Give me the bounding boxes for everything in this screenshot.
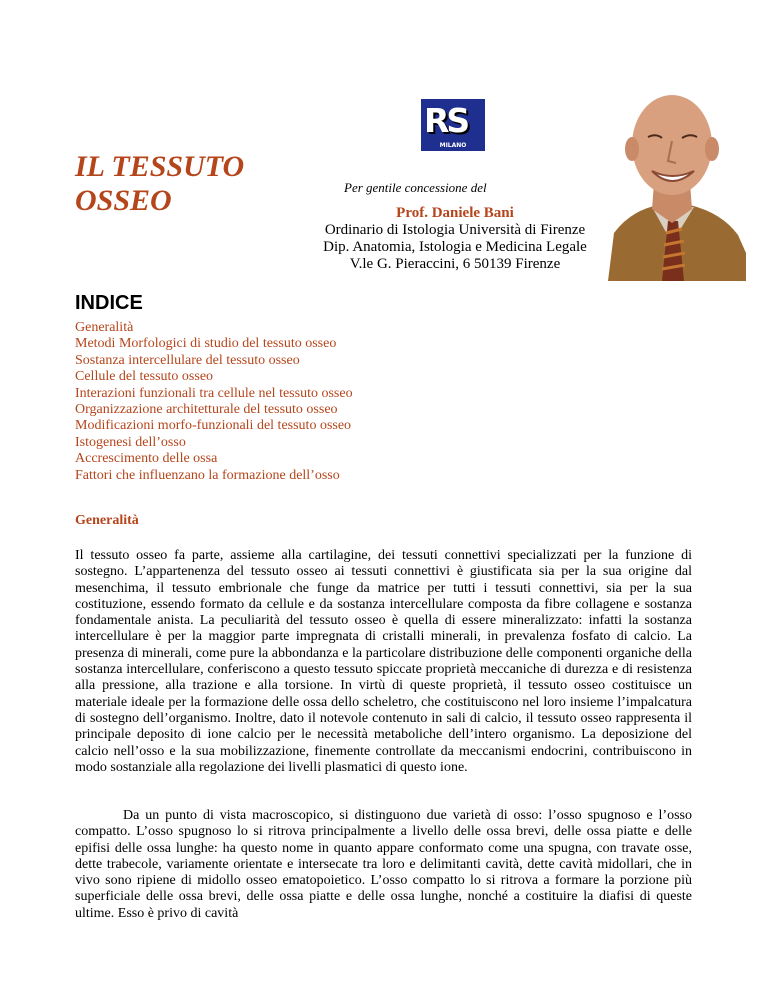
author-block (310, 205, 600, 273)
index-link-sostanza-intercellulare[interactable]: Sostanza intercellulare del tessuto osseo (75, 352, 300, 368)
portrait-image (600, 83, 746, 281)
title-line-2: OSSEO (75, 184, 172, 217)
author-portrait (600, 83, 746, 281)
index-link-organizzazione-architetturale[interactable]: Organizzazione architetturale del tessuto osseo (75, 402, 338, 418)
rs-logo (413, 95, 495, 158)
author-department: Dip. Anatomia, Istologia e Medicina Legale (323, 239, 587, 255)
index-link-fattori[interactable]: Fattori che influenzano la formazione dell’osso (75, 467, 340, 483)
index-link-cellule[interactable]: Cellule del tessuto osseo (75, 369, 214, 385)
index-list (75, 320, 353, 484)
index-heading: INDICE (75, 292, 143, 314)
document-title (75, 150, 244, 218)
title-line-1: IL TESSUTO (75, 150, 245, 183)
index-link-accrescimento[interactable]: Accrescimento delle ossa (75, 451, 218, 467)
section-heading-generalita: Generalità (75, 513, 139, 528)
logo-letters: RS (424, 101, 468, 140)
index-link-istogenesi[interactable]: Istogenesi dell’osso (75, 434, 186, 450)
index-link-modificazioni-morfo-funzionali[interactable]: Modificazioni morfo-funzionali del tessuto osseo (75, 418, 352, 434)
body-paragraph-1: Il tessuto osseo fa parte, assieme alla cartilagine, dei tessuti connettivi specializzati per la funzione di sostegno. L’appartenenza del tessuto osseo ai tessuti connettivi è giustificata sia per la sua origine dal mesenchima, il tessuto embrionale che funge da matrice per tutti i tessuti connettivi, sia per la sua costituzione, essendo formato da cellule e da sostanza intercellulare composta da fibre collagene e sostanza fondamentale anista. La peculiarità del tessuto osseo è quella di essere mineralizzato: infatti la sostanza intercellulare è per la maggior parte impregnata di cristalli minerali, in prevalenza fosfato di calcio. La presenza di minerali, come pure la abbondanza e la particolare distribuzione delle componenti organiche della sostanza intercellulare, conferiscono a questo tessuto spiccate proprietà meccaniche di durezza e di resistenza alla pressione, alla trazione e alla torsione. In virtù di queste proprietà, il tessuto osseo costituisce un materiale ideale per la formazione delle ossa dello scheletro, che costituiscono nel loro insieme l’impalcatura di sostegno dell’organismo. Inoltre, dato il notevole contenuto in sali di calcio, il tessuto osseo rappresenta il principale deposito di ione calcio per le necessità metaboliche dell’intero organismo. La deposizione del calcio nell’osso e la sua mobilizzazione, finemente controllate da meccanismi endocrini, contribuiscono in modo sostanziale alla regolazione dei livelli plasmatici di questo ione. (75, 548, 692, 775)
index-link-interazioni-funzionali[interactable]: Interazioni funzionali tra cellule nel tessuto osseo (75, 385, 353, 401)
author-name: Prof. Daniele Bani (396, 205, 514, 221)
concession-note: Per gentile concessione del (344, 180, 487, 195)
author-affiliation: Ordinario di Istologia Università di Firenze (324, 222, 586, 238)
logo-subtext: MILANO (439, 142, 467, 149)
index-link-generalita[interactable]: Generalità (75, 320, 134, 335)
logo-box (421, 99, 485, 151)
author-address: V.le G. Pieraccini, 6 50139 Firenze (349, 256, 561, 272)
index-link-metodi-morfologici[interactable]: Metodi Morfologici di studio del tessuto osseo (75, 336, 337, 352)
body-paragraph-2: Da un punto di vista macroscopico, si distinguono due varietà di osso: l’osso spugnoso e l’osso compatto. L’osso spugnoso lo si ritrova principalmente a livello delle ossa brevi, delle ossa piatte e delle epifisi delle ossa lunghe: ha questo nome in quanto appare conformato come una spugna, con travate osse, dette trabecole, variamente orientate e intersecate tra loro e delimitanti cavità, dette cavità midollari, che in vivo sono ripiene di midollo osseo ematopoietico. L’osso compatto lo si ritrova a formare la porzione più superficiale delle ossa brevi, delle ossa piatte e delle ossa lunghe, nonché a costituire la diafisi di queste ultime. Esso è privo di cavità (75, 808, 692, 921)
